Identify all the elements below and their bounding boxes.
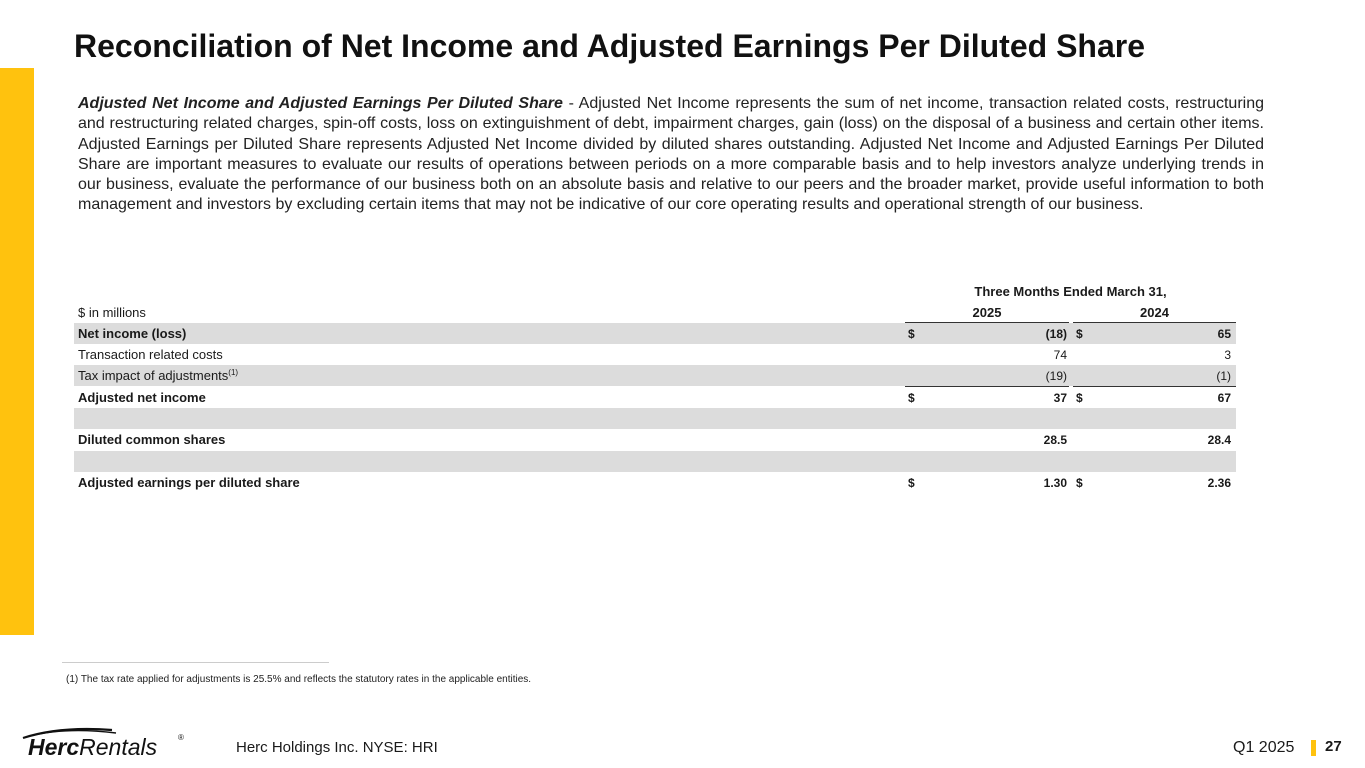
period-header: Three Months Ended March 31, <box>974 284 1167 299</box>
footer-accent-mark <box>1311 740 1316 756</box>
spacer-row <box>74 408 1236 429</box>
row-label: Adjusted net income <box>78 390 206 405</box>
logo-wordmark: HercRentals <box>28 734 158 760</box>
row-label: Transaction related costs <box>78 347 223 362</box>
row-label: Tax impact of adjustments$^{(1)}$ <box>78 368 239 383</box>
table-row <box>74 429 1236 450</box>
currency-symbol: $ <box>908 476 915 490</box>
table-row <box>74 365 1236 386</box>
year-header-2024: 2024 <box>1140 305 1169 320</box>
page-title: Reconciliation of Net Income and Adjusted Earnings Per Diluted Share <box>74 28 1145 64</box>
intro-body: - Adjusted Net Income represents the sum of net income, transaction related costs, restructuring and restructuring related charges, spin-off costs, loss on extinguishment of debt, impairment charges, gain (loss) on the disposal of a business and certain other items. Adjusted Earnings per Diluted Share represents Adjusted Net Income divided by diluted shares outstanding. Adjusted Net Income and Adjusted Earnings Per Diluted Share are important measures to evaluate our results of operations between periods on a more comparable basis and to help investors analyze underlying trends in our business, evaluate the performance of our business both on an absolute basis and relative to our peers and the broader market, provide useful information to both management and investors by excluding certain items that may not be indicative of our core operating results and operational strength of our business. <box>78 95 1264 214</box>
table-row <box>74 344 1236 365</box>
value-2024: (1) <box>1216 369 1231 383</box>
currency-symbol: $ <box>908 327 915 341</box>
value-2025: (19) <box>1045 369 1067 383</box>
value-2025: 1.30 <box>1043 476 1067 490</box>
value-2024: 65 <box>1217 327 1231 341</box>
value-2024: 67 <box>1217 391 1231 405</box>
currency-symbol: $ <box>1076 391 1083 405</box>
logo-registered-mark: ® <box>178 733 184 742</box>
year-header-2025: 2025 <box>972 305 1002 320</box>
intro-lead: Adjusted Net Income and Adjusted Earnings Per Diluted Share <box>78 95 563 112</box>
herc-rentals-logo <box>20 724 190 764</box>
intro-paragraph <box>78 94 1264 216</box>
row-label: Adjusted earnings per diluted share <box>78 475 300 490</box>
value-2024: 3 <box>1224 348 1231 362</box>
value-2025: 28.5 <box>1043 433 1067 447</box>
currency-symbol: $ <box>908 391 915 405</box>
footer-quarter: Q1 2025 <box>1233 739 1295 756</box>
value-2025: (18) <box>1045 327 1067 341</box>
footnote-divider <box>62 662 329 663</box>
value-2025: 74 <box>1053 348 1067 362</box>
units-label: $ in millions <box>78 305 146 320</box>
currency-symbol: $ <box>1076 327 1083 341</box>
footnote: (1) The tax rate applied for adjustments is 25.5% and reflects the statutory rates in the applicable entities. <box>66 674 532 685</box>
spacer-row <box>74 451 1236 472</box>
footer-company: Herc Holdings Inc. NYSE: HRI <box>236 739 438 756</box>
footnote-ref: (1) <box>228 368 239 377</box>
accent-bar <box>0 68 34 635</box>
table-row <box>74 323 1236 344</box>
table-row <box>74 472 1236 493</box>
value-2024: 2.36 <box>1207 476 1231 490</box>
currency-symbol: $ <box>1076 476 1083 490</box>
row-label: Diluted common shares <box>78 432 226 447</box>
value-2025: 37 <box>1053 391 1067 405</box>
row-label: Net income (loss) <box>78 326 187 341</box>
value-2024: 28.4 <box>1207 433 1231 447</box>
page-number: 27 <box>1325 738 1342 755</box>
table-row <box>74 387 1236 408</box>
